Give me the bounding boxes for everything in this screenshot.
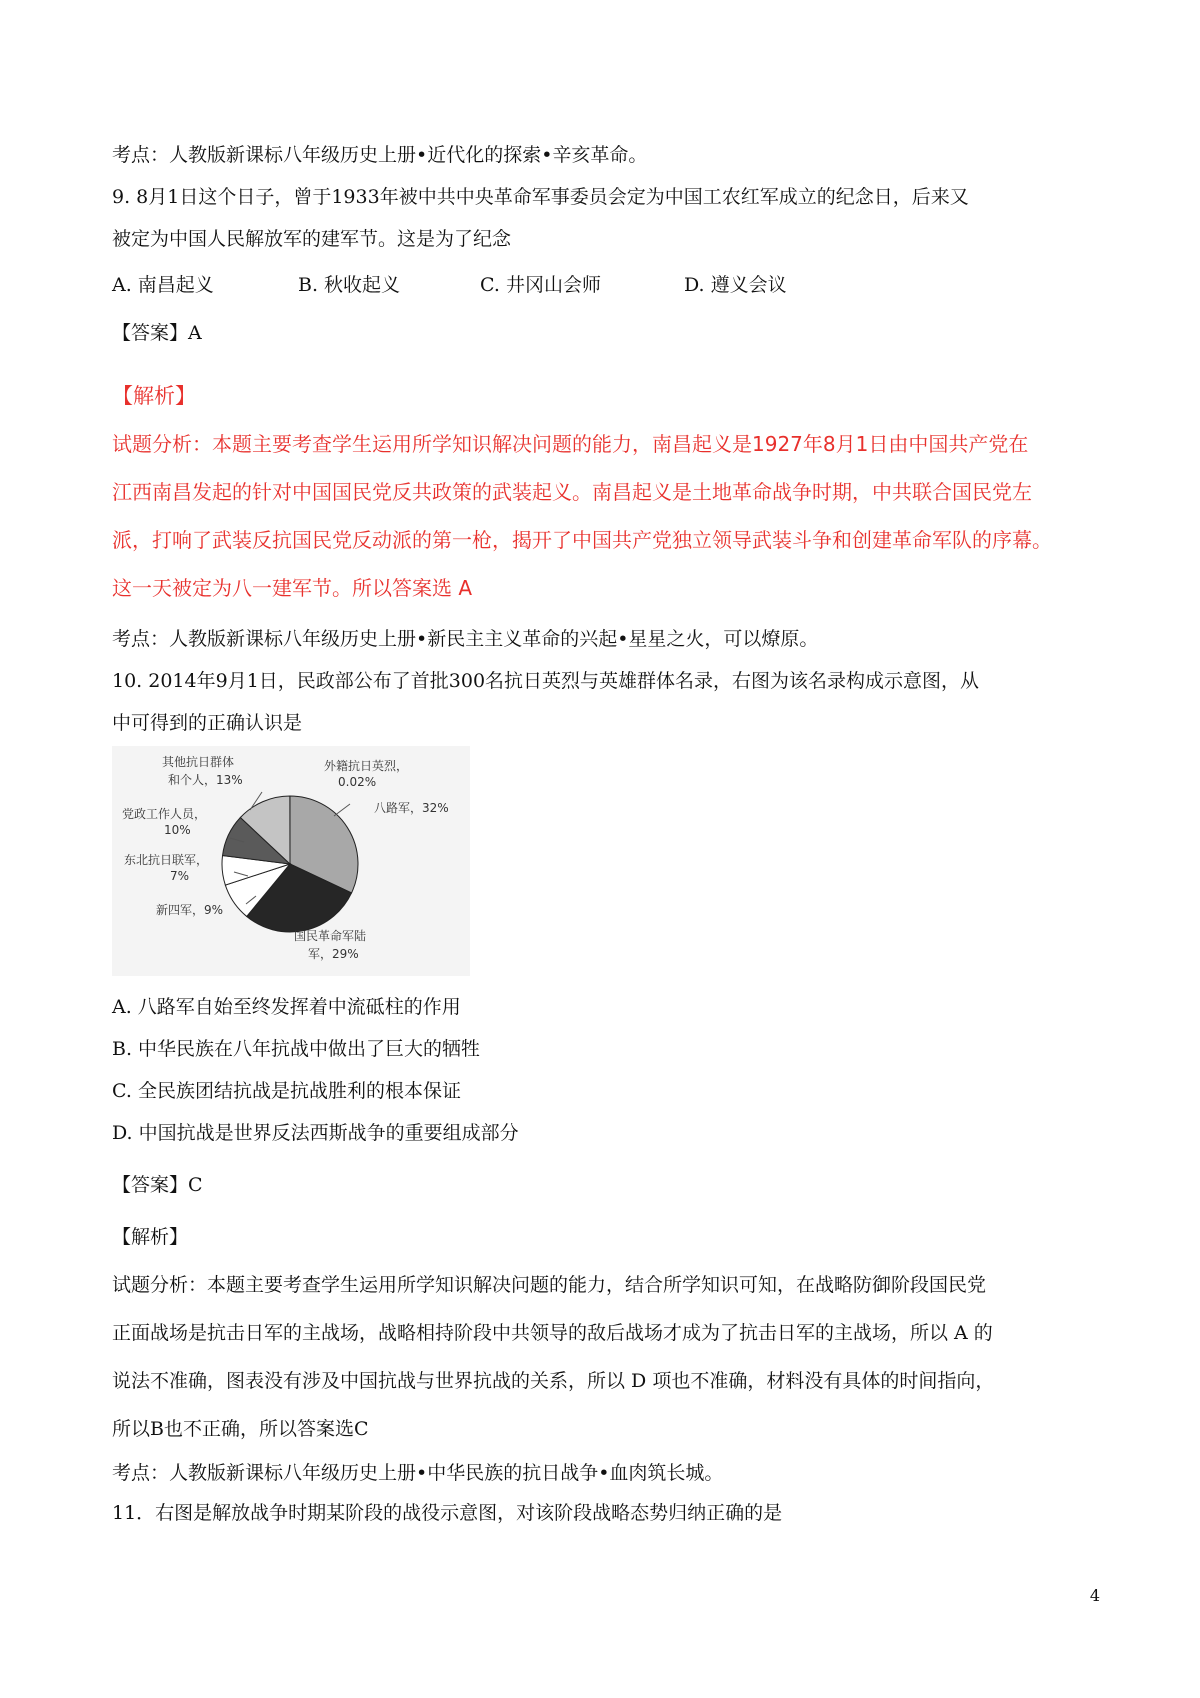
label-guomin-line2: 军，29% [308,947,359,961]
label-dangzheng-line1: 党政工作人员， [122,807,207,821]
label-qita-line1: 其他抗日群体 [162,755,235,769]
q10-analysis-line3: 说法不准确，图表没有涉及中国抗战与世界抗战的关系，所以 D 项也不准确，材料没有具体的时间指向， [112,1370,995,1392]
q9-jiexi-heading: 【解析】 [112,384,196,408]
q9-option-a: A. 南昌起义 [112,274,214,296]
label-waiji-line1: 外籍抗日英烈， [324,759,409,773]
label-balujun: 八路军，32% [374,801,449,815]
pie-chart [112,746,470,976]
q9-option-b: B. 秋收起义 [298,274,401,296]
q9-analysis-line3: 派，打响了武装反抗国民党反动派的第一枪，揭开了中国共产党独立领导武装斗争和创建革命军队的序幕。 [112,528,1052,552]
q10-option-c: C. 全民族团结抗战是抗战胜利的根本保证 [112,1080,461,1102]
q9-kaodian: 考点：人教版新课标八年级历史上册•新民主主义革命的兴起•星星之火，可以燎原。 [112,628,819,650]
page-number: 4 [1089,1586,1100,1605]
label-dongbei-line2: 7% [170,869,190,883]
q10-stem-line2: 中可得到的正确认识是 [112,712,303,734]
q10-jiexi-heading: 【解析】 [112,1226,189,1248]
label-dangzheng-line2: 10% [164,823,191,837]
q8-kaodian: 考点：人教版新课标八年级历史上册•近代化的探索•辛亥革命。 [112,144,648,166]
q9-stem-line1: 9. 8月1日这个日子，曾于1933年被中共中央革命军事委员会定为中国工农红军成立的纪念日，后来又 [112,186,969,208]
q9-option-d: D. 遵义会议 [684,274,787,296]
leader-line [334,804,350,816]
q11-stem: 11．右图是解放战争时期某阶段的战役示意图，对该阶段战略态势归纳正确的是 [112,1502,783,1524]
q9-stem-line2: 被定为中国人民解放军的建军节。这是为了纪念 [112,228,512,250]
label-guomin-line1: 国民革命军陆 [294,929,367,943]
q10-analysis-line2: 正面战场是抗击日军的主战场，战略相持阶段中共领导的敌后战场才成为了抗击日军的主战场，所以 A 的 [112,1322,993,1344]
q10-analysis-line1: 试题分析：本题主要考查学生运用所学知识解决问题的能力，结合所学知识可知，在战略防御阶段国民党 [112,1274,987,1296]
q10-option-d: D. 中国抗战是世界反法西斯战争的重要组成部分 [112,1122,519,1144]
q10-kaodian: 考点：人教版新课标八年级历史上册•中华民族的抗日战争•血肉筑长城。 [112,1462,724,1484]
q10-answer: 【答案】C [112,1174,203,1196]
q10-analysis-line4: 所以B也不正确，所以答案选C [112,1418,369,1440]
label-xinsijun: 新四军，9% [156,903,224,917]
label-waiji-line2: 0.02% [338,775,377,789]
q9-analysis-line1: 试题分析：本题主要考查学生运用所学知识解决问题的能力，南昌起义是1927年8月1日由中国共产党在 [112,432,1029,456]
q9-option-c: C. 井冈山会师 [480,274,601,296]
q10-option-a: A. 八路军自始至终发挥着中流砥柱的作用 [112,996,461,1018]
q10-stem-line1: 10. 2014年9月1日，民政部公布了首批300名抗日英烈与英雄群体名录，右图为该名录构成示意图，从 [112,670,980,692]
q10-option-b: B. 中华民族在八年抗战中做出了巨大的牺牲 [112,1038,481,1060]
label-dongbei-line1: 东北抗日联军， [124,853,209,867]
q9-answer: 【答案】A [112,322,202,344]
label-qita-line2: 和个人，13% [168,773,243,787]
q9-analysis-line2: 江西南昌发起的针对中国国民党反共政策的武装起义。南昌起义是土地革命战争时期，中共联合国民党左 [112,480,1032,504]
q9-analysis-line4: 这一天被定为八一建军节。所以答案选 A [112,576,473,600]
